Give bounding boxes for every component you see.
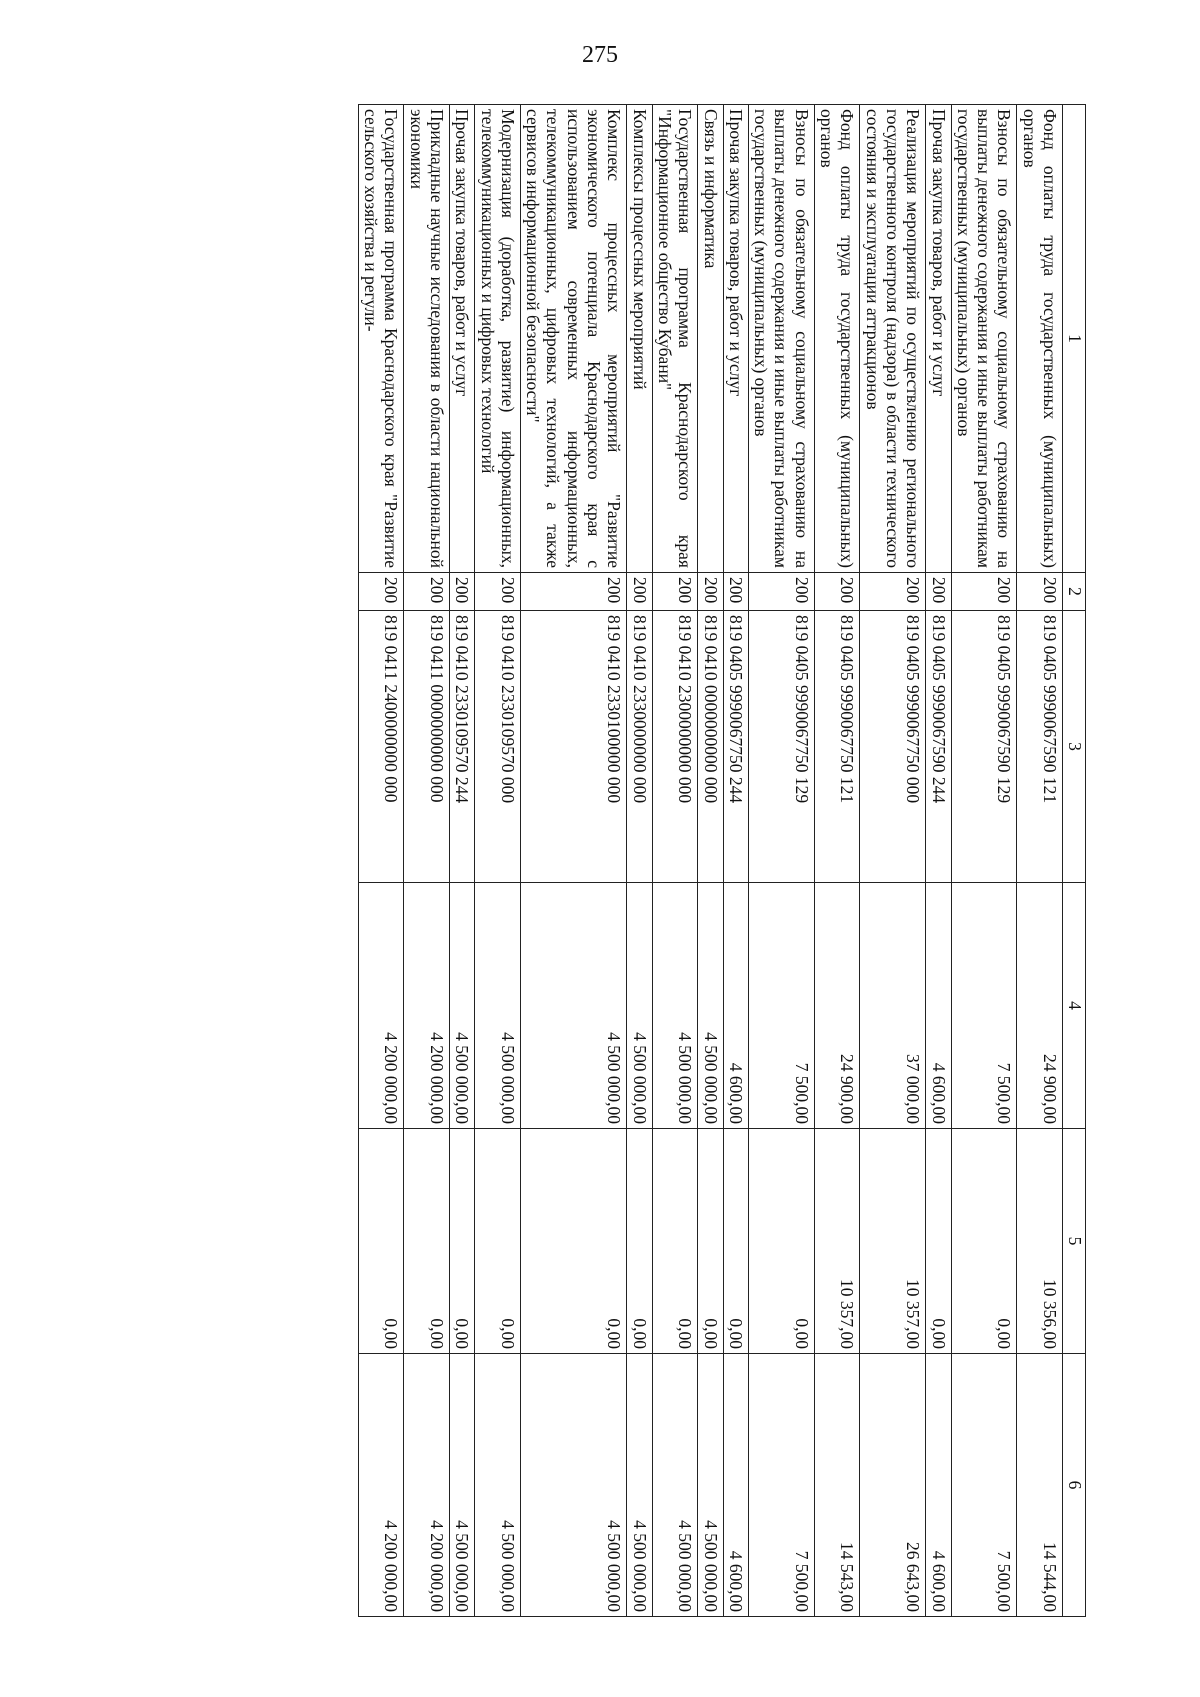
row-code-cell: 200 (1017, 573, 1063, 611)
row-value-col6: 4 200 000,00 (358, 1354, 404, 1617)
row-value-col5: 0,00 (698, 1129, 723, 1354)
row-value-col4: 4 500 000,00 (475, 883, 521, 1129)
row-classification-cell: 819 0405 9990067750 121 (814, 611, 860, 883)
row-value-col6: 4 600,00 (926, 1354, 951, 1617)
row-code-cell: 200 (951, 573, 1017, 611)
row-code-cell: 200 (723, 573, 748, 611)
row-value-col4: 4 500 000,00 (698, 883, 723, 1129)
table-body (358, 105, 1062, 1617)
row-name-cell: Прочая закупка товаров, работ и услуг (449, 105, 474, 573)
row-classification-cell: 819 0405 9990067750 244 (723, 611, 748, 883)
row-classification-cell: 819 0405 9990067590 244 (926, 611, 951, 883)
row-value-col5: 0,00 (520, 1129, 626, 1354)
row-name-cell: Фонд оплаты труда государственных (муниципальных) органов (1017, 105, 1063, 573)
row-value-col6: 14 543,00 (814, 1354, 860, 1617)
table-row (1017, 105, 1063, 1617)
column-header: 4 (1063, 883, 1086, 1129)
row-classification-cell: 819 0411 2400000000 000 (358, 611, 404, 883)
row-value-col5: 0,00 (652, 1129, 698, 1354)
table-row (358, 105, 404, 1617)
row-value-col5: 0,00 (627, 1129, 652, 1354)
row-code-cell: 200 (698, 573, 723, 611)
header-row (1063, 105, 1086, 1617)
row-code-cell: 200 (860, 573, 926, 611)
row-classification-cell: 819 0405 9990067590 129 (951, 611, 1017, 883)
row-value-col4: 7 500,00 (748, 883, 814, 1129)
row-value-col6: 4 500 000,00 (627, 1354, 652, 1617)
row-classification-cell: 819 0410 0000000000 000 (698, 611, 723, 883)
table-row (814, 105, 860, 1617)
row-value-col6: 7 500,00 (748, 1354, 814, 1617)
row-name-cell: Реализация мероприятий по осуществлению регионального государственного контроля (надзора) в области технического состояния и эксплуатации аттракционов (860, 105, 926, 573)
row-value-col6: 4 500 000,00 (449, 1354, 474, 1617)
table-row (951, 105, 1017, 1617)
row-value-col4: 4 200 000,00 (404, 883, 450, 1129)
column-header: 1 (1063, 105, 1086, 573)
row-value-col5: 10 357,00 (814, 1129, 860, 1354)
row-value-col6: 4 500 000,00 (652, 1354, 698, 1617)
row-name-cell: Взносы по обязательному социальному страхованию на выплаты денежного содержания и иные выплаты работникам государственных (муниципальных) органов (951, 105, 1017, 573)
row-value-col4: 4 600,00 (926, 883, 951, 1129)
budget-table (358, 104, 1086, 1617)
table-row (475, 105, 521, 1617)
row-value-col5: 0,00 (723, 1129, 748, 1354)
row-value-col4: 4 500 000,00 (627, 883, 652, 1129)
row-classification-cell: 819 0410 2330100000 000 (520, 611, 626, 883)
table-row (404, 105, 450, 1617)
row-code-cell: 200 (404, 573, 450, 611)
row-classification-cell: 819 0410 2300000000 000 (652, 611, 698, 883)
row-value-col4: 24 900,00 (1017, 883, 1063, 1129)
row-value-col4: 37 000,00 (860, 883, 926, 1129)
table-row (652, 105, 698, 1617)
row-name-cell: Прикладные научные исследования в области национальной экономики (404, 105, 450, 573)
column-header: 6 (1063, 1354, 1086, 1617)
row-name-cell: Прочая закупка товаров, работ и услуг (926, 105, 951, 573)
row-code-cell: 200 (814, 573, 860, 611)
row-value-col4: 24 900,00 (814, 883, 860, 1129)
row-value-col5: 0,00 (358, 1129, 404, 1354)
row-name-cell: Государственная программа Краснодарского края "Развитие сельского хозяйства и регули- (358, 105, 404, 573)
row-name-cell: Комплекс процессных мероприятий "Развитие экономического потенциала Краснодарского края с использованием современных информационных, телекоммуникационных, цифровых технологий, а также сервисов информационной безопасности" (520, 105, 626, 573)
row-value-col6: 4 500 000,00 (520, 1354, 626, 1617)
row-classification-cell: 819 0405 9990067750 129 (748, 611, 814, 883)
table-row (723, 105, 748, 1617)
table-row (860, 105, 926, 1617)
table-row (698, 105, 723, 1617)
row-code-cell: 200 (520, 573, 626, 611)
row-value-col6: 4 500 000,00 (475, 1354, 521, 1617)
row-value-col4: 4 200 000,00 (358, 883, 404, 1129)
row-name-cell: Модернизация (доработка, развитие) информационных, телекоммуникационных и цифровых технологий (475, 105, 521, 573)
row-value-col6: 14 544,00 (1017, 1354, 1063, 1617)
table-row (449, 105, 474, 1617)
row-code-cell: 200 (627, 573, 652, 611)
row-value-col6: 4 600,00 (723, 1354, 748, 1617)
row-classification-cell: 819 0410 2330000000 000 (627, 611, 652, 883)
row-name-cell: Прочая закупка товаров, работ и услуг (723, 105, 748, 573)
row-value-col4: 4 500 000,00 (652, 883, 698, 1129)
row-value-col5: 0,00 (475, 1129, 521, 1354)
row-value-col5: 0,00 (951, 1129, 1017, 1354)
row-code-cell: 200 (358, 573, 404, 611)
row-value-col6: 4 200 000,00 (404, 1354, 450, 1617)
row-value-col6: 26 643,00 (860, 1354, 926, 1617)
column-header: 5 (1063, 1129, 1086, 1354)
row-value-col5: 0,00 (404, 1129, 450, 1354)
row-value-col4: 7 500,00 (951, 883, 1017, 1129)
page-number: 275 (582, 42, 618, 68)
row-value-col5: 0,00 (449, 1129, 474, 1354)
row-value-col5: 10 357,00 (860, 1129, 926, 1354)
row-value-col4: 4 500 000,00 (449, 883, 474, 1129)
row-code-cell: 200 (748, 573, 814, 611)
row-code-cell: 200 (926, 573, 951, 611)
row-code-cell: 200 (449, 573, 474, 611)
column-header: 3 (1063, 611, 1086, 883)
row-value-col5: 10 356,00 (1017, 1129, 1063, 1354)
row-value-col5: 0,00 (748, 1129, 814, 1354)
row-name-cell: Государственная программа Краснодарского края "Информационное общество Кубани" (652, 105, 698, 573)
row-name-cell: Взносы по обязательному социальному страхованию на выплаты денежного содержания и иные выплаты работникам государственных (муниципальных) органов (748, 105, 814, 573)
row-code-cell: 200 (475, 573, 521, 611)
row-value-col4: 4 500 000,00 (520, 883, 626, 1129)
row-classification-cell: 819 0405 9990067750 000 (860, 611, 926, 883)
row-name-cell: Комплексы процессных мероприятий (627, 105, 652, 573)
row-value-col5: 0,00 (926, 1129, 951, 1354)
table-row (520, 105, 626, 1617)
row-value-col4: 4 600,00 (723, 883, 748, 1129)
row-code-cell: 200 (652, 573, 698, 611)
table-row (627, 105, 652, 1617)
row-classification-cell: 819 0410 2330109570 000 (475, 611, 521, 883)
row-value-col6: 4 500 000,00 (698, 1354, 723, 1617)
row-classification-cell: 819 0411 0000000000 000 (404, 611, 450, 883)
row-value-col6: 7 500,00 (951, 1354, 1017, 1617)
row-name-cell: Связь и информатика (698, 105, 723, 573)
table-row (748, 105, 814, 1617)
column-header: 2 (1063, 573, 1086, 611)
row-classification-cell: 819 0405 9990067590 121 (1017, 611, 1063, 883)
row-name-cell: Фонд оплаты труда государственных (муниципальных) органов (814, 105, 860, 573)
row-classification-cell: 819 0410 2330109570 244 (449, 611, 474, 883)
rotated-table-container (166, 104, 1086, 1616)
table-row (926, 105, 951, 1617)
